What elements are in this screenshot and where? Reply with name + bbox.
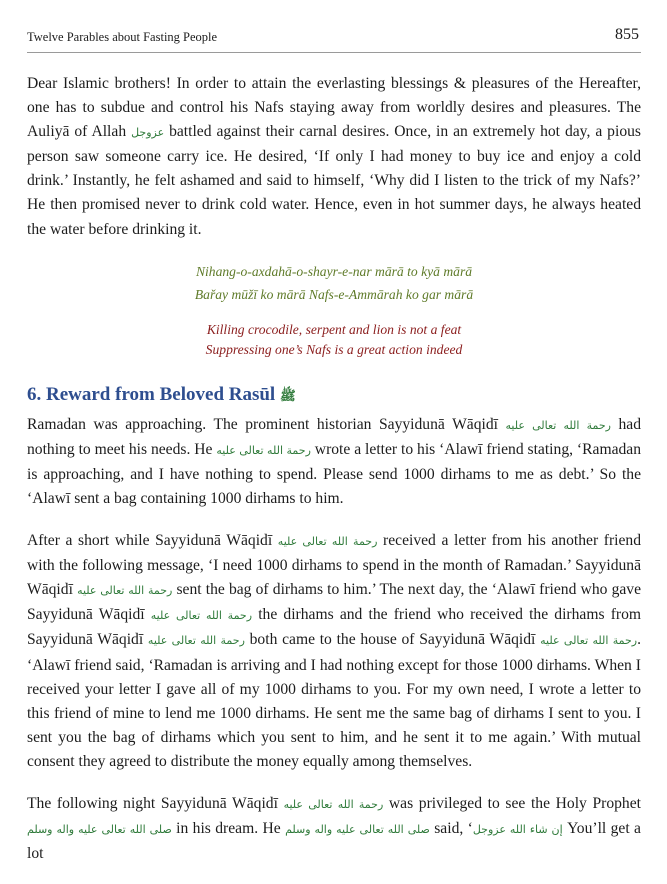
paragraph-story-1: Ramadan was approaching. The prominent historian Sayyidunā Wāqidī رحمة الله تعالى عليه had nothing to meet his needs. He رحمة الله تعالى عليه wrote a letter to his ‘Alawī friend stating, ‘Ramadan is approaching, and I have nothing to spend. Please send 1000 dirhams to me as debt.’ So the ‘Alawī sent a bag containing 1000 dirhams to him.	[27, 415, 642, 507]
arabic-honorific: رحمة الله تعالى عليه	[540, 634, 638, 648]
running-title: Twelve Parables about Fasting People	[27, 30, 218, 44]
arabic-honorific: رحمة الله تعالى عليه	[216, 443, 311, 457]
verse-line: Suppressing one’s Nafs is a great action indeed	[205, 341, 463, 357]
arabic-honorific: رحمة الله تعالى عليه	[505, 418, 611, 432]
verse-transliteration	[27, 260, 641, 306]
verse-line: Nihang-o-axdahā-o-shayr-e-nar mārā to kyā mārā	[195, 263, 473, 279]
section-heading: 6. Reward from Beloved Rasūl ﷺ	[27, 383, 296, 405]
page-header	[27, 26, 641, 53]
arabic-honorific: صلى الله تعالى عليه واله وسلم	[27, 823, 172, 837]
paragraph-intro: Dear Islamic brothers! In order to attain the everlasting blessings & pleasures of the Hereafter, one has to subdue and control his Nafs staying away from worldly desires and pleasures. The Auliyā of Allah عزوجل battled against their carnal desires. Once, in an extremely hot day, a pious person saw someone carry ice. He desired, ‘If only I had money to buy ice and enjoy a cold drink.’ Instantly, he felt ashamed and said to himself, ‘Why did I listen to the trick of my Nafs?’ He then promised never to drink cold water. Hence, even in hot summer days, he always heated the water before drinking it.	[27, 75, 641, 238]
arabic-honorific: رحمة الله تعالى عليه	[147, 634, 245, 648]
arabic-honorific: ﷺ	[279, 388, 296, 404]
arabic-honorific: رحمة الله تعالى عليه	[283, 797, 384, 811]
arabic-honorific: إن شاء الله عزوجل	[472, 823, 563, 837]
page-content	[27, 72, 641, 884]
verse-line: Killing crocodile, serpent and lion is not a feat	[206, 321, 462, 337]
arabic-honorific: رحمة الله تعالى عليه	[277, 535, 378, 549]
verse-line: Bařay mūžī ko mārā Nafs-e-Ammārah ko gar mārā	[194, 286, 474, 302]
verse-translation	[27, 320, 641, 360]
arabic-honorific: رحمة الله تعالى عليه	[150, 609, 253, 623]
arabic-honorific: رحمة الله تعالى عليه	[77, 584, 173, 598]
arabic-honorific: صلى الله تعالى عليه واله وسلم	[285, 823, 430, 837]
page-number: 855	[615, 26, 639, 43]
arabic-honorific: عزوجل	[131, 126, 165, 140]
paragraph-story-2: After a short while Sayyidunā Wāqidī رحمة الله تعالى عليه received a letter from his another friend with the following message, ‘I need 1000 dirhams to spend in the month of Ramadan.’ Sayyidunā Wāqidī رحمة الله تعالى عليه sent the bag of dirhams to him.’ The next day, the ‘Alawī friend who gave Sayyidunā Wāqidī رحمة الله تعالى عليه the dirhams and the friend who received the dirhams from Sayyidunā Wāqidī رحمة الله تعالى عليه both came to the house of Sayyidunā Wāqidī رحمة الله تعالى عليه. ‘Alawī friend said, ‘Ramadan is arriving and I had nothing except for those 1000 dirhams. When I received your letter I gave all of my 1000 dirhams to you. For my own need, I wrote a letter to this friend of mine to lend me 1000 dirhams. He sent me the same bag of dirhams I sent to you. I sent you the bag of dirhams which you sent to him, and he sent it to me again.’ With mutual consent they agreed to distribute the money equally among themselves.	[27, 532, 642, 770]
paragraph-story-3: The following night Sayyidunā Wāqidī رحمة الله تعالى عليه was privileged to see the Holy Prophet صلى الله تعالى عليه واله وسلم in his dream. He صلى الله تعالى عليه واله وسلم said, ‘إن شاء الله عزوجل You’ll get a lot	[27, 794, 641, 863]
